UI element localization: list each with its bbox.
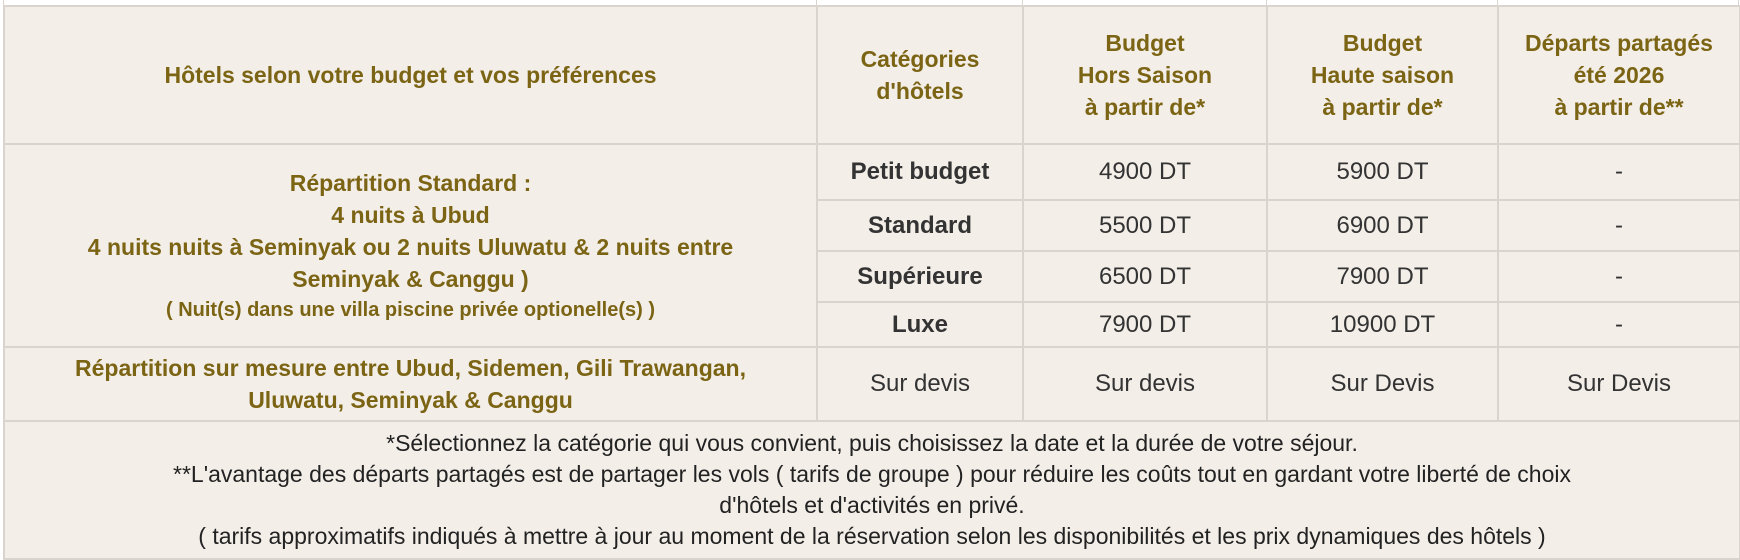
price-high-season: 10900 DT [1267,302,1498,347]
category-cell: Standard [817,200,1023,251]
price-high-season: 5900 DT [1267,144,1498,200]
header-categories: Catégories d'hôtels [817,6,1023,144]
footer-line: *Sélectionnez la catégorie qui vous convient, puis choisissez la date et la durée de votre séjour. [386,430,1358,456]
category-cell: Supérieure [817,251,1023,302]
footer-line: **L'avantage des départs partagés est de partager les vols ( tarifs de groupe ) pour réduire les coûts tout en gardant votre liberté de choix [173,461,1571,487]
header-budget-off-season: Budget Hors Saison à partir de* [1023,6,1267,144]
footer-line: d'hôtels et d'activités en privé. [719,492,1025,518]
custom-distribution-cell: Répartition sur mesure entre Ubud, Sidemen, Gili Trawangan, Uluwatu, Seminyak & Canggu [4,347,817,421]
custom-row [4,347,1740,421]
price-high-season: 7900 DT [1267,251,1498,302]
header-budget-high-season: Budget Haute saison à partir de* [1267,6,1498,144]
hotel-pricing-table [3,5,1740,560]
custom-price-high-season: Sur Devis [1267,347,1498,421]
price-off-season: 7900 DT [1023,302,1267,347]
header-hotels: Hôtels selon votre budget et vos préférences [4,6,817,144]
price-off-season: 6500 DT [1023,251,1267,302]
price-shared: - [1498,144,1740,200]
standard-distribution-cell: Répartition Standard : 4 nuits à Ubud 4 nuits nuits à Seminyak ou 2 nuits Uluwatu & 2 nuits entre Seminyak & Canggu ) ( Nuit(s) dans une villa piscine privée optionelle(s) ) [4,144,817,347]
custom-category: Sur devis [817,347,1023,421]
table-row [4,144,1740,200]
villa-note: ( Nuit(s) dans une villa piscine privée optionelle(s) ) [166,298,655,321]
price-high-season: 6900 DT [1267,200,1498,251]
price-off-season: 4900 DT [1023,144,1267,200]
category-cell: Luxe [817,302,1023,347]
price-shared: - [1498,302,1740,347]
footer-line: ( tarifs approximatifs indiqués à mettre à jour au moment de la réservation selon les disponibilités et les prix dynamiques des hôtels ) [198,523,1546,549]
footer-notes [4,421,1740,559]
header-row [4,6,1740,144]
custom-price-off-season: Sur devis [1023,347,1267,421]
header-shared-departures: Départs partagés été 2026 à partir de** [1498,6,1740,144]
footer-row [4,421,1740,559]
custom-price-shared: Sur Devis [1498,347,1740,421]
price-shared: - [1498,251,1740,302]
price-off-season: 5500 DT [1023,200,1267,251]
price-shared: - [1498,200,1740,251]
category-cell: Petit budget [817,144,1023,200]
